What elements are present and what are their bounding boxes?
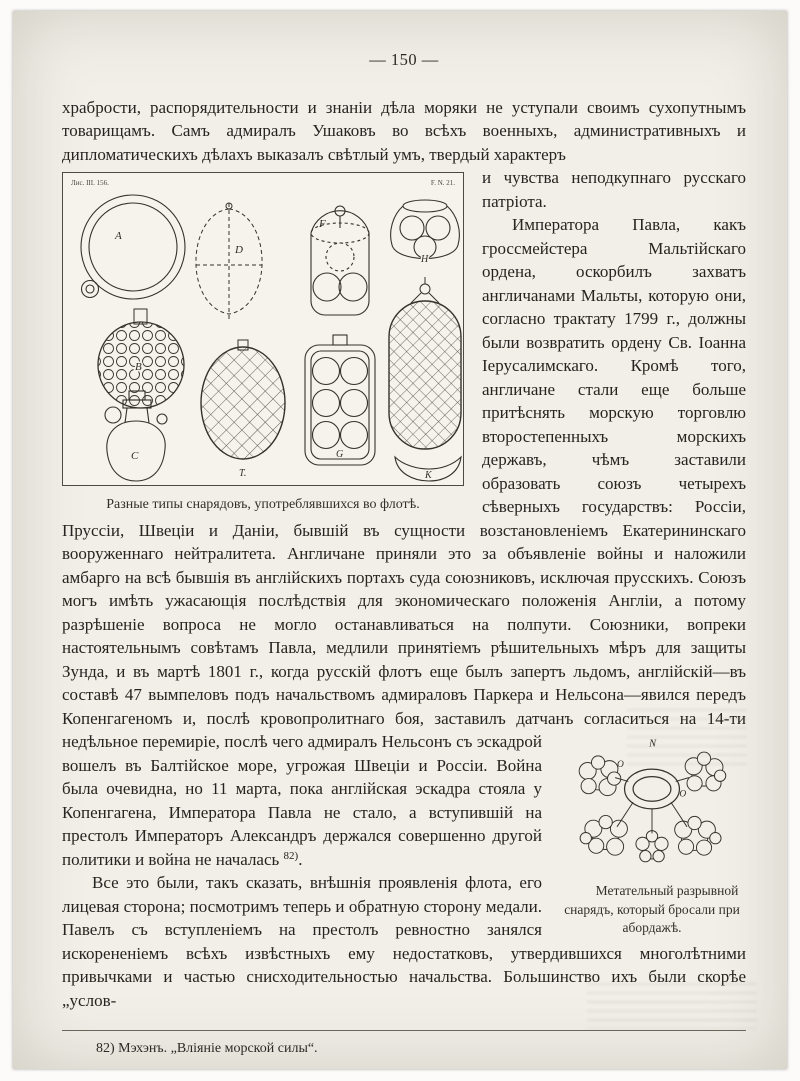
footnote-text: 82) Мэхэнъ. „Вліяніе морской силы“. bbox=[96, 1041, 318, 1056]
oakum-blob-bottom-center bbox=[636, 831, 668, 862]
projectile-types-engraving bbox=[63, 173, 463, 485]
label-k: K bbox=[425, 470, 432, 481]
label-o-left: O bbox=[617, 760, 624, 771]
cylinder-case-drawing bbox=[311, 206, 369, 315]
footnote-block bbox=[62, 1030, 746, 1058]
figure-boarding-grenade bbox=[558, 736, 746, 938]
paragraph-continuation: храбрости, распорядительности и знаніи дѣла моряки не уступали своимъ сухопутнымъ товарищамъ. Самъ адмиралъ Ушаковъ во всѣхъ военныхъ, административныхъ и дипломатическихъ дѣлахъ выказалъ свѣтлый умъ, твердый характеръ bbox=[62, 97, 746, 164]
para2-after-text: послѣ чего адмиралъ Нельсонъ съ эскадрой вошелъ въ Балтійское море, угрожая Швеціи и Россіи. Война была очевидна, но 11 марта, пока англійская эскадра стояла у Копенгагена, Императора Павла не стало, а вступившій на престолъ Императоръ Александръ держался совершенно другой политики и война не началась bbox=[62, 732, 542, 869]
figure2-caption: Метательный разрывной снарядъ, который бросали при абордажѣ. bbox=[564, 883, 740, 935]
label-f: F bbox=[319, 218, 326, 230]
page-surface bbox=[13, 11, 787, 1069]
label-g: G bbox=[336, 449, 344, 460]
figure1-caption: Разные типы снарядовъ, употреблявшихся во флотѣ. bbox=[106, 497, 420, 512]
label-a: A bbox=[115, 230, 122, 242]
six-ball-frame-drawing bbox=[305, 335, 375, 465]
oakum-blob-top-right bbox=[685, 752, 726, 791]
page-content bbox=[62, 48, 746, 1058]
boarding-grenade-engraving bbox=[559, 736, 745, 876]
oakum-blob-bottom-right bbox=[675, 816, 721, 855]
paragraph-continuation-tail: и чувства неподкупнаго русскаго патріота. bbox=[482, 168, 746, 211]
figure-projectile-types bbox=[62, 172, 464, 514]
oakum-blob-top-left bbox=[579, 756, 621, 796]
footnote-reference: 82) bbox=[283, 849, 299, 862]
netted-bag-drawing bbox=[389, 277, 461, 449]
paragraph-flip-side: Все это были, такъ сказать, внѣшнія проявленія флота, его лицевая сторона; посмотримъ теперь и обратную сторону медали. Павелъ съ вступленіемъ на престолъ ревностно занялся искорененіемъ всѣхъ извѣстныхъ ему недостатковъ, утвердившихся многолѣтними привычками и частью снисходительностью начальства. Большинство ихъ были скорѣе „услов- bbox=[62, 873, 746, 1010]
para2-text: Императора Павла, какъ гроссмейстера Мальтійскаго ордена, оскорбилъ захватъ англичанами Мальты, которую они, согласно трактату 1799 г., должны были возвратить ордену Св. Іоанна Іерусалимскаго. Кромѣ того, англичане стали еще больше притѣснять морскую торговлю второстепенныхъ морскихъ державъ, чѣмъ заставили образовать союзъ четырехъ сѣверныхъ государствъ: Россіи, Пруссіи, Швеціи и Даніи, бывшій въ сущности возстановленіемъ Екатерининскаго вооруженнаго нейтралитета. Англичане приняли это за объявленіе войны и наложили амбарго на всѣ бывшія въ англійскихъ портахъ суда союзниковъ, исключая прусскихъ. Союзъ могъ имѣть ужасающія послѣдствія для экономическаго положенія Англіи, а потому разрѣшеніе вопроса не могло останавливаться на полпути. Союзники, вопреки настоятельнымъ совѣтамъ Павла, медлили принятіемъ рѣшительныхъ мѣръ для защиты Зунда, и въ мартѣ 1801 г., когда русскій флотъ еще былъ запертъ льдомъ, англійскій—въ составѣ 47 вымпеловъ подъ начальствомъ адмираловъ Паркера и Нельсона—явился передъ Копенгагеномъ и, послѣ кровопролитнаго боя, заставилъ датчанъ согласиться на 14-ти недѣльное перемиріе, bbox=[62, 215, 746, 751]
label-o-right: O bbox=[679, 789, 687, 800]
plate-label-right: F. N. 21. bbox=[430, 179, 455, 187]
engraving-plate bbox=[62, 172, 464, 486]
label-b: B bbox=[135, 361, 142, 373]
label-n: N bbox=[649, 738, 657, 750]
label-h: H bbox=[421, 254, 429, 265]
grapeshot-disc-drawing bbox=[98, 309, 184, 408]
netted-grenade-drawing bbox=[201, 340, 285, 479]
label-t: T. bbox=[239, 468, 247, 479]
label-d: D bbox=[235, 244, 243, 256]
label-c: C bbox=[131, 450, 139, 462]
ball-jar-drawing bbox=[391, 200, 460, 265]
shell-outline-drawing bbox=[196, 203, 262, 321]
page-number: — 150 — bbox=[369, 50, 439, 69]
disc-projectile-drawing bbox=[81, 195, 185, 299]
tray-drawing bbox=[395, 457, 461, 481]
para2-period: . bbox=[298, 849, 303, 869]
plate-label-left: Лис. III. 156. bbox=[71, 179, 109, 187]
